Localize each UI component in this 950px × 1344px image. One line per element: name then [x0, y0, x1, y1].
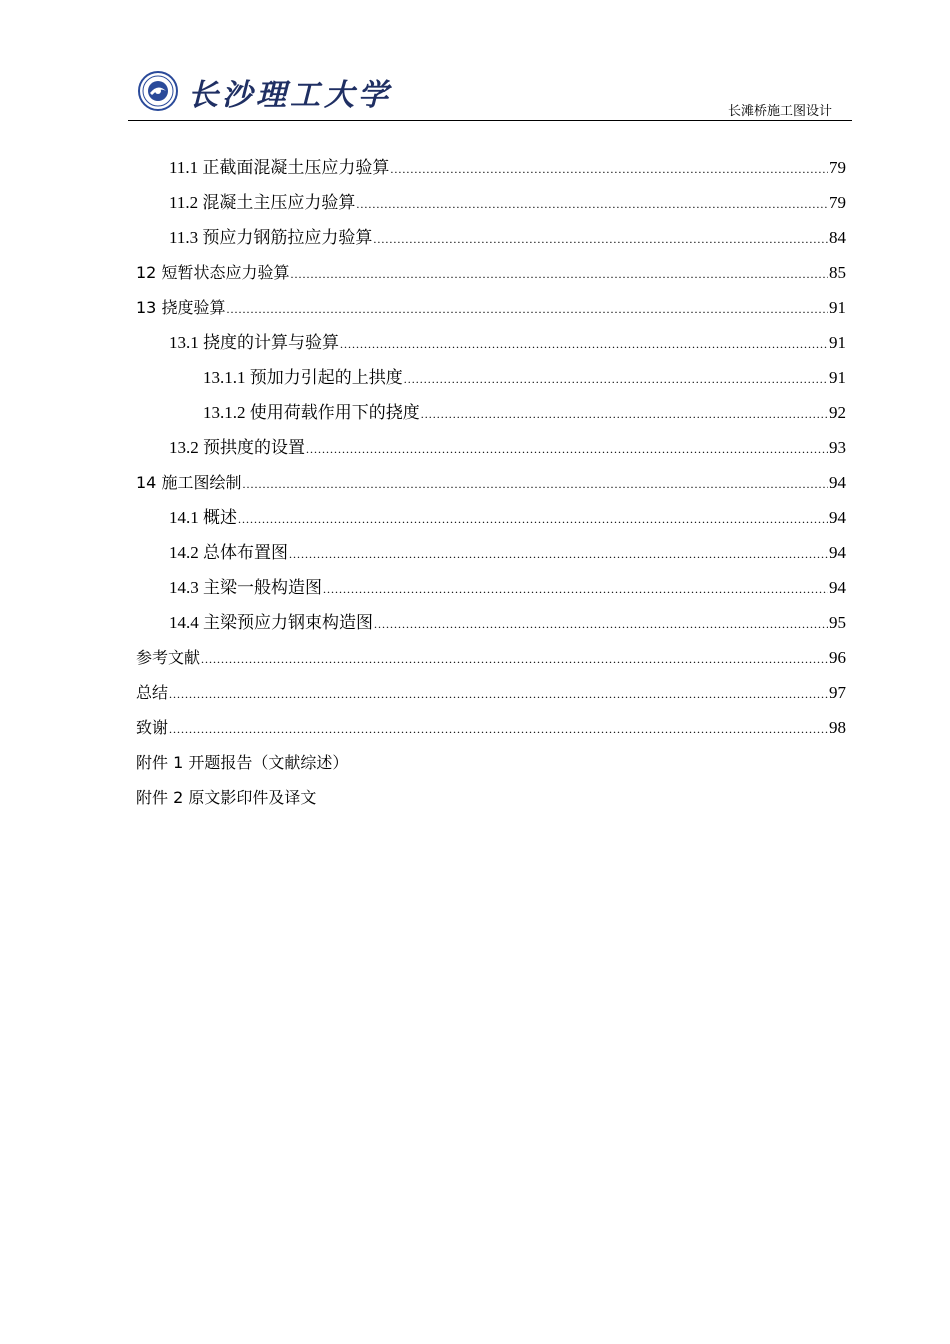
toc-dot-leader	[169, 677, 828, 712]
university-logo-text: 长沙理工大学	[188, 78, 392, 113]
toc-dot-leader	[340, 327, 828, 362]
toc-dot-leader	[238, 502, 828, 537]
table-of-contents	[136, 150, 846, 815]
toc-dot-leader	[323, 572, 828, 607]
toc-entry[interactable]	[136, 465, 846, 500]
toc-page-number: 91	[829, 368, 846, 387]
toc-dot-leader	[390, 152, 828, 187]
toc-entry[interactable]	[136, 570, 846, 605]
toc-entry-title: 14 施工图绘制	[136, 473, 242, 492]
toc-entry[interactable]	[136, 675, 846, 710]
toc-entry[interactable]	[136, 640, 846, 675]
toc-dot-leader	[226, 292, 828, 327]
toc-entry-title: 附件 2 原文影印件及译文	[136, 788, 317, 807]
toc-entry[interactable]	[136, 605, 846, 640]
toc-page-number: 91	[829, 333, 846, 352]
toc-dot-leader	[373, 222, 828, 257]
toc-entry[interactable]	[136, 710, 846, 745]
toc-dot-leader	[404, 362, 828, 397]
toc-dot-leader	[356, 187, 828, 222]
toc-entry[interactable]	[136, 255, 846, 290]
toc-page-number: 79	[829, 158, 846, 177]
toc-page-number: 91	[829, 298, 846, 317]
toc-entry[interactable]	[136, 360, 846, 395]
toc-entry-title: 附件 1 开题报告（文献综述）	[136, 753, 349, 772]
toc-entry[interactable]	[136, 395, 846, 430]
toc-entry-title: 14.3 主梁一般构造图	[169, 578, 322, 597]
toc-page-number: 94	[829, 543, 846, 562]
toc-dot-leader	[374, 607, 828, 642]
toc-entry-title: 总结	[136, 683, 169, 702]
toc-page-number: 93	[829, 438, 846, 457]
toc-dot-leader	[290, 257, 828, 292]
toc-entry-title: 13.2 预拱度的设置	[169, 438, 305, 457]
toc-dot-leader	[306, 432, 828, 467]
toc-entry[interactable]	[136, 535, 846, 570]
toc-entry-title: 13 挠度验算	[136, 298, 226, 317]
toc-entry-title: 11.3 预应力钢筋拉应力验算	[169, 228, 373, 247]
toc-page-number: 98	[829, 718, 846, 737]
toc-dot-leader	[169, 712, 828, 747]
toc-entry[interactable]	[136, 780, 846, 815]
toc-dot-leader	[421, 397, 828, 432]
toc-entry-title: 13.1 挠度的计算与验算	[169, 333, 339, 352]
toc-page-number: 95	[829, 613, 846, 632]
toc-dot-leader	[201, 642, 828, 677]
toc-entry-title: 12 短暂状态应力验算	[136, 263, 290, 282]
toc-entry[interactable]	[136, 430, 846, 465]
toc-entry[interactable]	[136, 290, 846, 325]
toc-dot-leader	[242, 467, 828, 502]
toc-entry-title: 11.2 混凝土主压应力验算	[169, 193, 356, 212]
toc-page-number: 96	[829, 648, 846, 667]
toc-entry[interactable]	[136, 745, 846, 780]
toc-entry-title: 13.1.2 使用荷载作用下的挠度	[203, 403, 420, 422]
toc-page-number: 92	[829, 403, 846, 422]
toc-entry-title: 14.1 概述	[169, 508, 237, 527]
toc-entry[interactable]	[136, 325, 846, 360]
toc-page-number: 94	[829, 508, 846, 527]
toc-entry-title: 14.2 总体布置图	[169, 543, 288, 562]
toc-page-number: 94	[829, 473, 846, 492]
toc-entry-title: 14.4 主梁预应力钢束构造图	[169, 613, 373, 632]
page-header	[128, 62, 852, 121]
toc-dot-leader	[289, 537, 828, 572]
toc-entry-title: 参考文献	[136, 648, 201, 667]
toc-entry-title: 11.1 正截面混凝土压应力验算	[169, 158, 390, 177]
toc-entry-title: 致谢	[136, 718, 169, 737]
toc-entry[interactable]	[136, 500, 846, 535]
toc-entry[interactable]	[136, 185, 846, 220]
toc-page-number: 97	[829, 683, 846, 702]
toc-page-number: 79	[829, 193, 846, 212]
toc-entry[interactable]	[136, 220, 846, 255]
document-title: 长滩桥施工图设计	[727, 103, 832, 118]
toc-entry[interactable]	[136, 150, 846, 185]
toc-page-number: 84	[829, 228, 846, 247]
toc-page-number: 94	[829, 578, 846, 597]
university-seal-icon	[138, 71, 178, 111]
toc-entry-title: 13.1.1 预加力引起的上拱度	[203, 368, 403, 387]
toc-page-number: 85	[829, 263, 846, 282]
